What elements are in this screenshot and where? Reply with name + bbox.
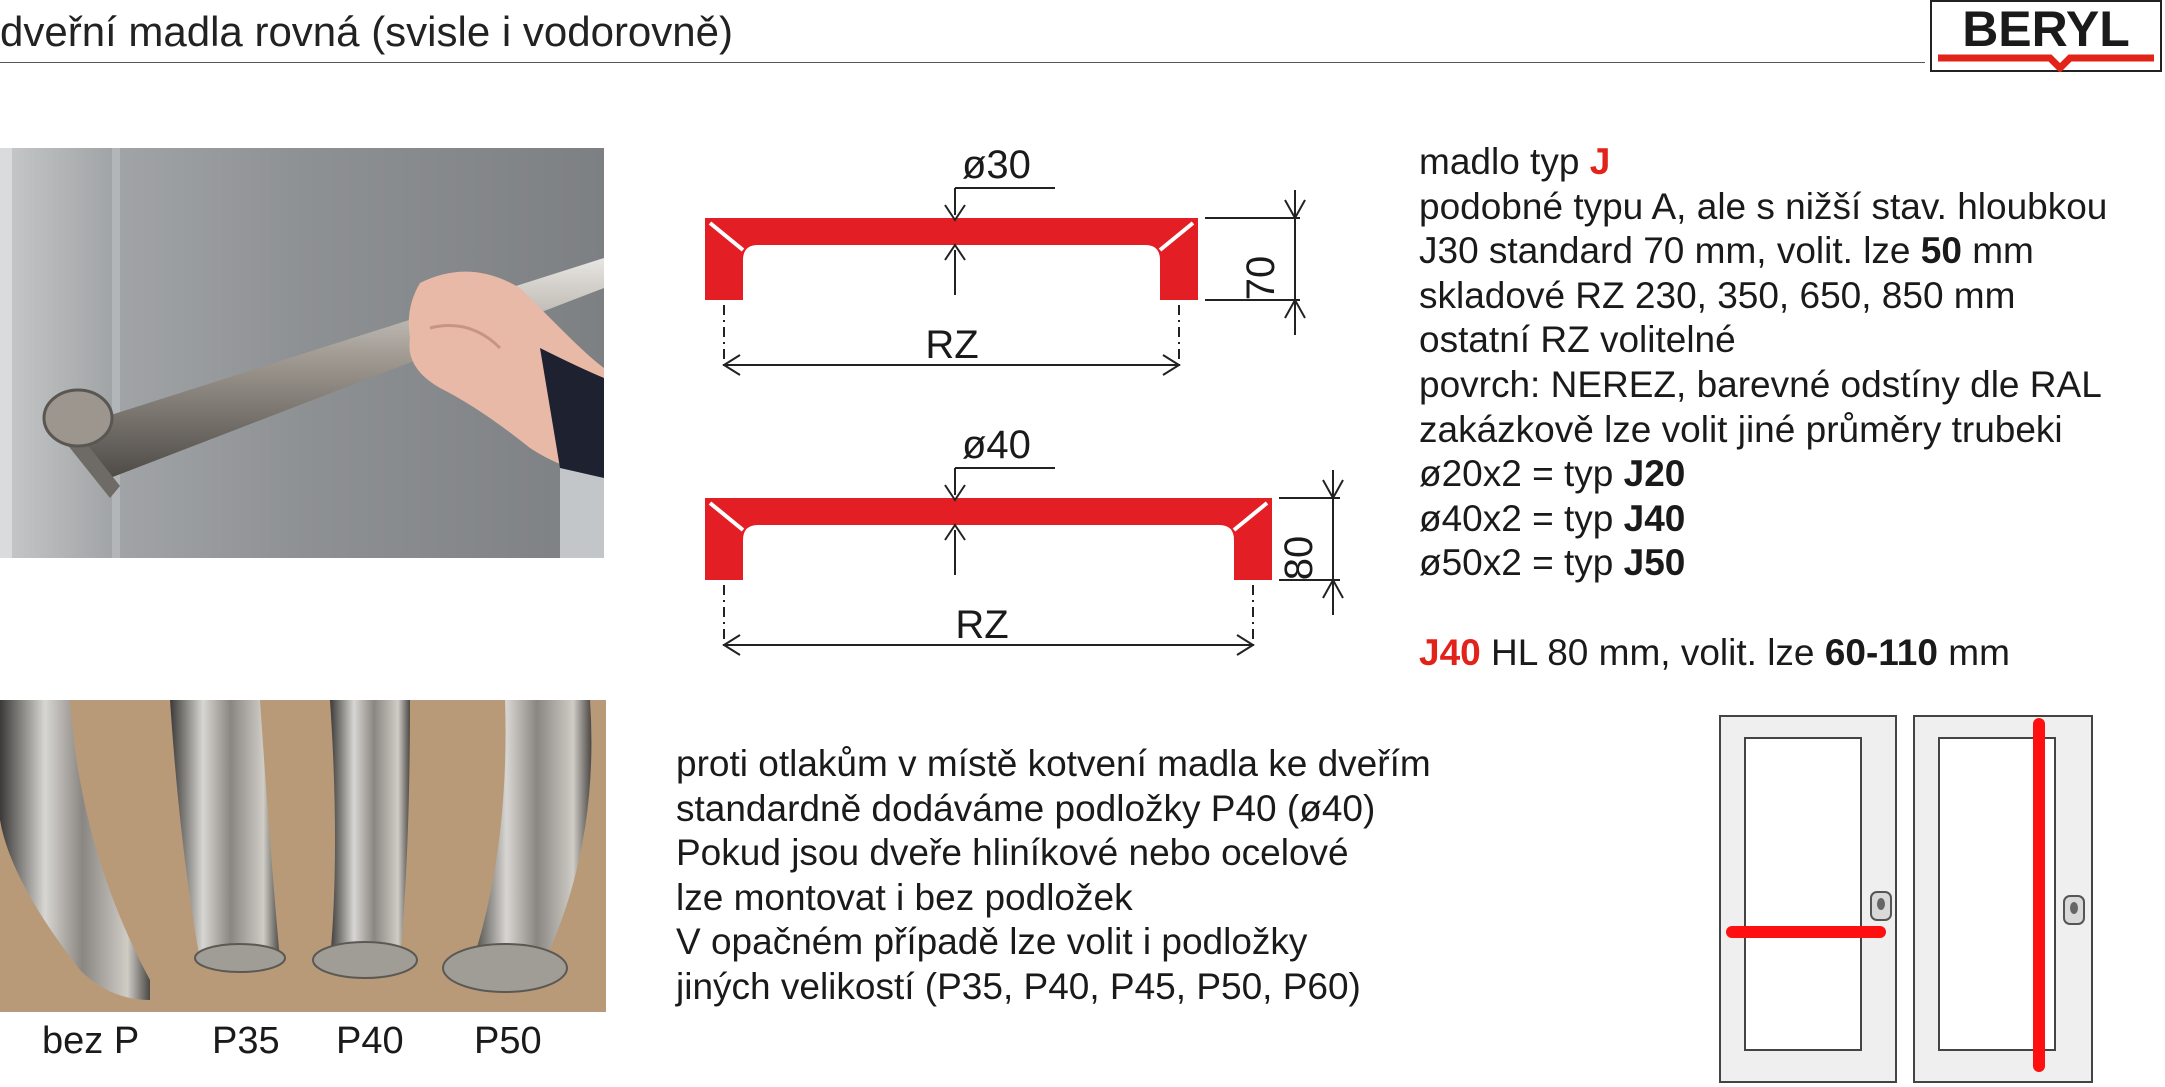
handle-diagram-j40 xyxy=(690,410,1370,670)
note-line: lze montovat i bez podložek xyxy=(676,876,1133,918)
spec-line-j20: ø20x2 = typ J20 xyxy=(1419,453,1686,495)
depth-label-j40: 80 xyxy=(1277,535,1321,581)
handle-diagram-j30 xyxy=(690,130,1330,390)
tube-label-p50: P50 xyxy=(474,1020,542,1062)
note-line: standardně dodáváme podložky P40 (ø40) xyxy=(676,787,1376,829)
tubes-photo xyxy=(0,700,606,1012)
spec-line-hl: J40 HL 80 mm, volit. lze 60-110 mm xyxy=(1419,631,2010,673)
spec-spacer xyxy=(1419,586,2164,631)
tube-label-p35: P35 xyxy=(212,1020,280,1062)
spec-text xyxy=(1419,140,2164,675)
tube-label-p40: P40 xyxy=(336,1020,404,1062)
spec-line-j50: ø50x2 = typ J50 xyxy=(1419,542,1686,584)
spec-line-custom: zakázkově lze volit jiné průměry trubeki xyxy=(1419,408,2063,450)
span-label-j40: RZ xyxy=(955,603,1009,647)
spec-line-other: ostatní RZ volitelné xyxy=(1419,319,1736,361)
tube-label-bez-p: bez P xyxy=(42,1020,140,1062)
note-line: Pokud jsou dveře hliníkové nebo ocelové xyxy=(676,832,1349,874)
spec-line-surface: povrch: NEREZ, barevné odstíny dle RAL xyxy=(1419,363,2102,405)
note-line: jiných velikostí (P35, P40, P45, P50, P60) xyxy=(676,965,1361,1007)
mounting-note xyxy=(676,742,1431,1010)
depth-label-j30: 70 xyxy=(1239,255,1283,301)
handle-shape-j40 xyxy=(705,498,1272,580)
note-line: V opačném případě lze volit i podložky xyxy=(676,921,1308,963)
beryl-logo xyxy=(1930,0,2162,72)
spec-line-desc: podobné typu A, ale s nižší stav. hloubkou xyxy=(1419,185,2108,227)
spec-line-stock: skladové RZ 230, 350, 650, 850 mm xyxy=(1419,274,2016,316)
door-horizontal-handle xyxy=(1718,714,1898,1086)
logo-text: BERYL xyxy=(1962,1,2130,57)
title-divider xyxy=(0,62,1925,63)
spec-line-j40: ø40x2 = typ J40 xyxy=(1419,497,1686,539)
diameter-label-j40: ø40 xyxy=(962,423,1031,467)
note-line: proti otlakům v místě kotvení madla ke dveřím xyxy=(676,743,1431,784)
diameter-label-j30: ø30 xyxy=(962,143,1031,187)
door-vertical-handle xyxy=(1912,714,2094,1086)
page-title: dveřní madla rovná (svisle i vodorovně) xyxy=(0,8,733,55)
spec-line-type: madlo typ J xyxy=(1419,141,1611,182)
spec-line-j30: J30 standard 70 mm, volit. lze 50 mm xyxy=(1419,230,2034,272)
span-label-j30: RZ xyxy=(925,323,979,367)
handle-shape-j30 xyxy=(705,218,1198,300)
handle-photo xyxy=(0,148,604,558)
